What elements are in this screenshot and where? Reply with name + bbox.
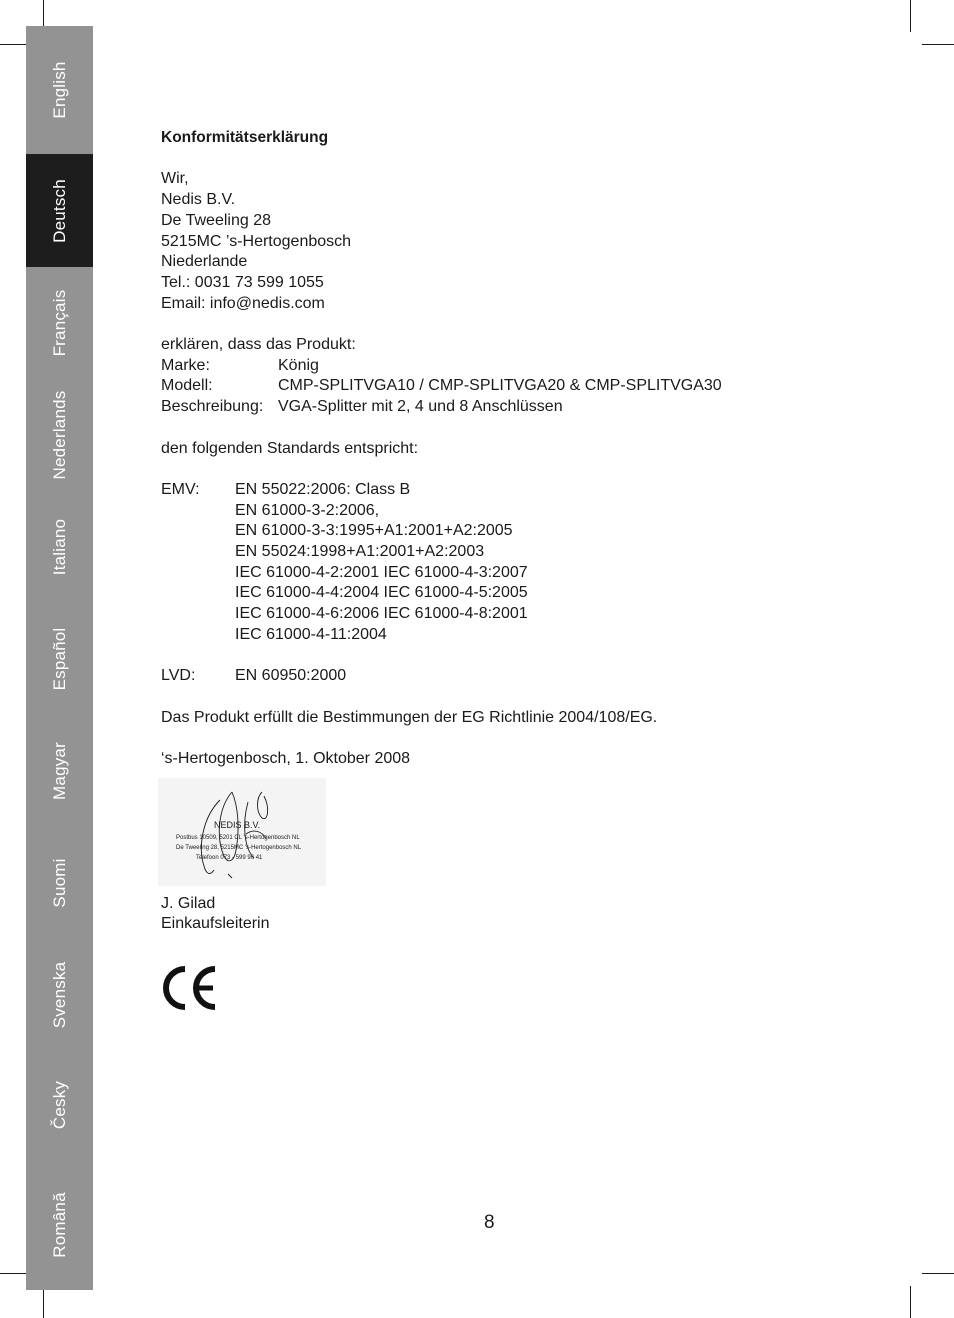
standard-item: IEC 61000-4-11:2004 [235, 625, 387, 643]
lvd-standard: EN 60950:2000 [235, 667, 347, 685]
declaration-of-conformity [161, 128, 861, 1011]
product-description-row [161, 397, 861, 418]
declare-intro: erklären, dass das Produkt: [161, 336, 356, 353]
address-line: Niederlande [161, 253, 248, 271]
page-number: 8 [484, 1212, 495, 1233]
crop-mark [43, 1286, 44, 1318]
crop-mark [910, 1286, 911, 1318]
tab-label: Română [49, 1191, 69, 1258]
stamp-postbus: Postbus 10509, 5201 CL 's-Hertogenbosch NL [176, 834, 300, 841]
tab-label: Español [49, 627, 69, 691]
address-line: Tel.: 0031 73 599 1055 [161, 273, 324, 291]
tab-label: Svenska [49, 961, 69, 1029]
crop-mark [910, 0, 911, 32]
tab-label: Italiano [49, 518, 69, 576]
model-value: CMP-SPLITVGA10 / CMP-SPLITVGA20 & CMP-SPLITVGA30 [278, 377, 722, 395]
address-line: Email: info@nedis.com [161, 294, 325, 312]
ce-mark-icon [161, 965, 219, 1011]
crop-mark [922, 44, 954, 45]
tab-label: Deutsch [49, 178, 69, 243]
address-line: 5215MC ’s-Hertogenbosch [161, 232, 352, 250]
emv-label: EMV: [161, 480, 200, 498]
tab-label: Suomi [49, 858, 69, 908]
tab-suomi[interactable] [26, 827, 93, 939]
standard-item: IEC 61000-4-6:2006 IEC 61000-4-8:2001 [235, 605, 528, 623]
tab-cesky[interactable] [26, 1051, 93, 1159]
stamp-phone: Telefoon 073 - 599 96 41 [196, 854, 263, 861]
tab-romana[interactable] [26, 1159, 93, 1290]
emv-section [161, 480, 861, 646]
brand-value: König [278, 356, 319, 374]
signer-name: J. Gilad [161, 894, 216, 912]
manufacturer-address [161, 169, 861, 314]
address-line: Wir, [161, 170, 189, 188]
tab-label: Français [49, 289, 69, 357]
address-line: De Tweeling 28 [161, 211, 271, 229]
address-line: Nedis B.V. [161, 191, 236, 209]
tab-label: Česky [49, 1080, 69, 1130]
product-brand-row [161, 356, 861, 377]
standard-item: EN 61000-3-2:2006, [235, 501, 380, 519]
signature-stamp [158, 778, 326, 886]
standard-item: EN 61000-3-3:1995+A1:2001+A2:2005 [235, 522, 513, 540]
description-label: Beschreibung: [161, 398, 264, 416]
tab-deutsch[interactable] [26, 154, 93, 267]
tab-nederlands[interactable] [26, 379, 93, 491]
product-model-row [161, 376, 861, 397]
tab-italiano[interactable] [26, 491, 93, 603]
lvd-label: LVD: [161, 667, 196, 685]
lvd-section [161, 666, 861, 687]
tab-label: Nederlands [49, 390, 69, 480]
signer-role: Einkaufsleiterin [161, 915, 270, 933]
tab-english[interactable] [26, 26, 93, 154]
crop-mark [922, 1273, 954, 1274]
model-label: Modell: [161, 377, 213, 395]
place-and-date: ‘s-Hertogenbosch, 1. Oktober 2008 [161, 749, 411, 767]
standards-intro: den folgenden Standards entspricht: [161, 439, 419, 457]
standard-item: EN 55024:1998+A1:2001+A2:2003 [235, 543, 485, 560]
stamp-street: De Tweeling 28, 5215MC 's-Hertogenbosch NL [176, 844, 302, 851]
emv-standards-list [235, 480, 528, 646]
brand-label: Marke: [161, 356, 210, 374]
tab-svenska[interactable] [26, 939, 93, 1051]
tab-espanol[interactable] [26, 603, 93, 715]
tab-label: English [49, 61, 69, 119]
stamp-company: NEDIS B.V. [214, 819, 261, 830]
standard-item: EN 55022:2006: Class B [235, 480, 411, 498]
standard-item: IEC 61000-4-4:2004 IEC 61000-4-5:2005 [235, 584, 528, 602]
tab-magyar[interactable] [26, 715, 93, 827]
tab-francais[interactable] [26, 267, 93, 379]
directive-statement: Das Produkt erfüllt die Bestimmungen der EG Richtlinie 2004/108/EG. [161, 708, 658, 726]
description-value: VGA-Splitter mit 2, 4 und 8 Anschlüssen [278, 398, 563, 416]
document-title: Konformitätserklärung [161, 129, 329, 146]
language-sidebar [26, 26, 93, 1290]
standard-item: IEC 61000-4-2:2001 IEC 61000-4-3:2007 [235, 563, 528, 581]
tab-label: Magyar [49, 742, 69, 800]
